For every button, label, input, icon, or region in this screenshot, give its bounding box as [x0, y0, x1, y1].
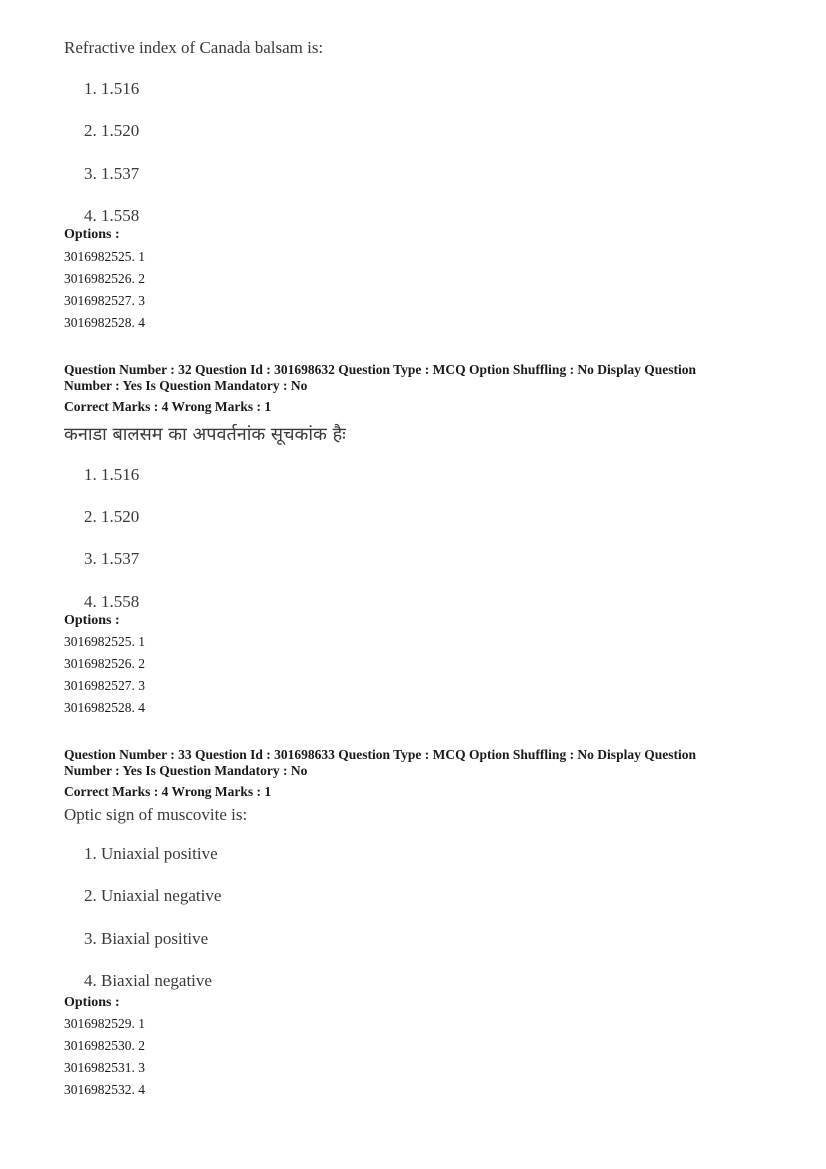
option-id: 3016982528. 4 [64, 315, 145, 330]
answer-choice: 3. 1.537 [84, 164, 140, 183]
question-meta [64, 747, 764, 779]
answer-choice: 4. Biaxial negative [84, 971, 212, 990]
option-id: 3016982532. 4 [64, 1082, 145, 1097]
answer-choice: 2. 1.520 [84, 121, 140, 140]
question-meta-line: Question Number : 33 Question Id : 301698633 Question Type : MCQ Option Shuffling : No Display Question [64, 747, 696, 762]
answer-choice: 3. 1.537 [84, 549, 140, 568]
question-meta-line: Number : Yes Is Question Mandatory : No [64, 763, 308, 778]
option-id: 3016982525. 1 [64, 249, 145, 264]
option-id: 3016982528. 4 [64, 700, 145, 715]
option-id: 3016982529. 1 [64, 1016, 145, 1031]
option-id: 3016982530. 2 [64, 1038, 145, 1053]
question-meta-line: Question Number : 32 Question Id : 301698632 Question Type : MCQ Option Shuffling : No Display Question [64, 362, 696, 377]
answer-choice: 1. Uniaxial positive [84, 844, 218, 863]
answer-choice: 2. Uniaxial negative [84, 886, 222, 905]
question-text: Optic sign of muscovite is: [64, 805, 248, 824]
option-id: 3016982531. 3 [64, 1060, 145, 1075]
answer-choice: 1. 1.516 [84, 465, 140, 484]
answer-choice: 2. 1.520 [84, 507, 140, 526]
option-id: 3016982525. 1 [64, 634, 145, 649]
option-id: 3016982526. 2 [64, 656, 145, 671]
marks-info: Correct Marks : 4 Wrong Marks : 1 [64, 784, 272, 799]
option-id: 3016982527. 3 [64, 678, 145, 693]
answer-choice: 3. Biaxial positive [84, 929, 209, 948]
option-id: 3016982527. 3 [64, 293, 145, 308]
marks-info: Correct Marks : 4 Wrong Marks : 1 [64, 399, 272, 414]
options-label: Options : [64, 613, 120, 628]
answer-choice: 4. 1.558 [84, 206, 140, 225]
answer-choice: 4. 1.558 [84, 592, 140, 611]
option-id: 3016982526. 2 [64, 271, 145, 286]
question-text: Refractive index of Canada balsam is: [64, 38, 324, 57]
question-meta [64, 362, 764, 394]
options-label: Options : [64, 227, 120, 242]
options-label: Options : [64, 995, 120, 1010]
answer-choice: 1. 1.516 [84, 79, 140, 98]
question-meta-line: Number : Yes Is Question Mandatory : No [64, 378, 308, 393]
question-text: कनाडा बालसम का अपवर्तनांक सूचकांक हैः [64, 424, 346, 445]
